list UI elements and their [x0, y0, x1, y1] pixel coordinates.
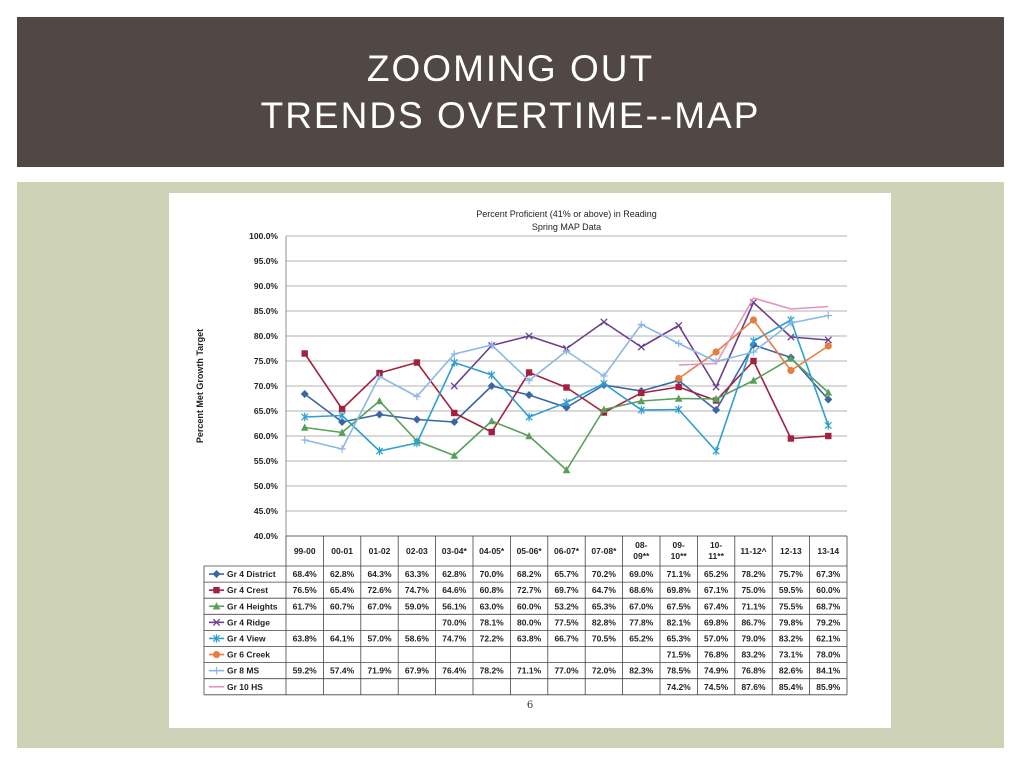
data-label: 60.0% — [816, 585, 841, 596]
data-point — [213, 587, 219, 593]
data-point — [638, 390, 644, 396]
data-label: 85.4% — [778, 681, 803, 692]
line-chart — [169, 193, 891, 728]
data-label: 65.3% — [666, 633, 691, 644]
data-label: 79.8% — [778, 617, 803, 628]
y-tick-label: 85.0% — [253, 306, 278, 316]
data-label: 74.5% — [704, 681, 729, 692]
data-label: 82.1% — [666, 617, 691, 628]
data-label: 75.0% — [741, 585, 766, 596]
data-point — [339, 406, 345, 412]
y-axis-label: Percent Met Growth Target — [195, 328, 205, 444]
legend-entry: Gr 4 District — [227, 569, 276, 580]
data-label: 59.2% — [292, 665, 317, 676]
legend-entry: Gr 4 Heights — [227, 601, 278, 612]
data-label: 67.3% — [816, 569, 841, 580]
data-label: 74.9% — [704, 665, 729, 676]
data-label: 57.4% — [330, 665, 355, 676]
data-label: 86.7% — [741, 617, 766, 628]
data-label: 78.2% — [479, 665, 504, 676]
data-label: 84.1% — [816, 665, 841, 676]
data-point — [563, 384, 569, 390]
data-label: 74.2% — [666, 681, 691, 692]
data-label: 76.4% — [442, 665, 467, 676]
data-label: 61.7% — [292, 601, 317, 612]
data-label: 78.0% — [816, 649, 841, 660]
x-category-label: 01-02 — [368, 546, 391, 556]
x-category-label: 07-08* — [591, 546, 617, 556]
data-point — [413, 416, 421, 424]
data-label: 58.6% — [404, 633, 429, 644]
data-label: 75.5% — [778, 601, 803, 612]
data-label: 62.1% — [816, 633, 841, 644]
data-point — [338, 445, 345, 452]
x-category-label: 04-05* — [479, 546, 505, 556]
data-label: 75.7% — [778, 569, 803, 580]
data-point — [825, 342, 832, 349]
x-category-label: 02-03 — [406, 546, 428, 556]
data-label: 72.0% — [591, 665, 616, 676]
data-label: 71.1% — [741, 601, 766, 612]
data-label: 76.8% — [704, 649, 729, 660]
data-label: 83.2% — [741, 649, 766, 660]
data-point — [713, 384, 719, 390]
data-label: 78.1% — [479, 617, 504, 628]
y-tick-label: 100.0% — [249, 231, 278, 241]
data-label: 69.0% — [629, 569, 654, 580]
data-point — [750, 316, 757, 323]
data-point — [750, 337, 756, 345]
x-category-label: 13-14 — [817, 546, 840, 556]
x-category-label: 12-13 — [780, 546, 802, 556]
data-label: 74.7% — [442, 633, 467, 644]
y-tick-label: 45.0% — [253, 506, 278, 516]
data-label: 79.2% — [816, 617, 841, 628]
y-tick-label: 65.0% — [253, 406, 278, 416]
data-label: 64.3% — [367, 569, 392, 580]
y-tick-label: 95.0% — [253, 256, 278, 266]
data-label: 85.9% — [816, 681, 841, 692]
data-label: 63.0% — [479, 601, 504, 612]
data-label: 65.2% — [704, 569, 729, 580]
data-point — [525, 391, 533, 399]
data-label: 67.0% — [629, 601, 654, 612]
data-label: 67.1% — [704, 585, 729, 596]
y-tick-label: 55.0% — [253, 456, 278, 466]
data-label: 53.2% — [554, 601, 579, 612]
data-label: 71.9% — [367, 665, 392, 676]
x-category-label: 11-12^ — [740, 546, 767, 556]
y-tick-label: 60.0% — [253, 431, 278, 441]
data-label: 82.8% — [591, 617, 616, 628]
data-point — [676, 322, 682, 328]
data-label: 77.5% — [554, 617, 579, 628]
data-label: 79.0% — [741, 633, 766, 644]
x-category-label: 10- — [709, 540, 723, 550]
data-label: 71.5% — [666, 649, 691, 660]
data-point — [713, 447, 719, 455]
data-point — [451, 410, 457, 416]
data-point — [601, 319, 607, 325]
data-label: 65.2% — [629, 633, 654, 644]
data-point — [213, 570, 221, 578]
data-point — [675, 340, 682, 347]
data-label: 59.5% — [778, 585, 803, 596]
data-label: 71.1% — [517, 665, 542, 676]
x-category-label: 09- — [672, 540, 685, 550]
series-line — [305, 354, 829, 439]
data-label: 68.2% — [517, 569, 542, 580]
slide-title-line-2: TRENDS OVERTIME--MAP — [260, 95, 761, 136]
y-tick-label: 90.0% — [253, 281, 278, 291]
x-category-label: 05-06* — [516, 546, 542, 556]
data-label: 68.6% — [629, 585, 654, 596]
data-label: 70.0% — [442, 617, 467, 628]
data-label: 60.0% — [517, 601, 542, 612]
data-label: 64.7% — [591, 585, 616, 596]
data-label: 76.8% — [741, 665, 766, 676]
data-point — [213, 667, 220, 674]
data-label: 70.2% — [591, 569, 616, 580]
data-label: 70.5% — [591, 633, 616, 644]
y-tick-label: 50.0% — [253, 481, 278, 491]
y-tick-label: 75.0% — [253, 356, 278, 366]
legend-entry: Gr 4 Crest — [227, 585, 269, 596]
data-label: 64.6% — [442, 585, 467, 596]
data-label: 67.4% — [704, 601, 729, 612]
page-number: 6 — [526, 700, 534, 711]
legend-entry: Gr 8 MS — [227, 665, 260, 676]
data-label: 76.5% — [292, 585, 317, 596]
data-label: 78.5% — [666, 665, 691, 676]
data-point — [788, 435, 794, 441]
data-point — [825, 312, 832, 319]
data-point — [526, 369, 532, 375]
y-tick-label: 80.0% — [253, 331, 278, 341]
x-category-label: 11** — [708, 551, 724, 561]
data-point — [563, 398, 569, 406]
data-label: 83.2% — [778, 633, 803, 644]
data-label: 67.9% — [404, 665, 429, 676]
title-bar — [17, 17, 1004, 167]
data-point — [713, 348, 720, 355]
x-category-label: 09** — [633, 551, 650, 561]
data-label: 77.0% — [554, 665, 579, 676]
data-label: 72.6% — [367, 585, 392, 596]
data-label: 74.7% — [404, 585, 429, 596]
data-label: 65.4% — [330, 585, 355, 596]
data-label: 69.8% — [666, 585, 691, 596]
data-label: 77.8% — [629, 617, 654, 628]
legend-entry: Gr 4 Ridge — [227, 617, 270, 628]
x-category-label: 10** — [670, 551, 687, 561]
x-category-label: 03-04* — [441, 546, 467, 556]
data-label: 68.7% — [816, 601, 841, 612]
x-category-label: 00-01 — [331, 546, 353, 556]
data-label: 80.0% — [517, 617, 542, 628]
data-point — [787, 367, 794, 374]
data-point — [213, 651, 220, 658]
data-label: 82.6% — [778, 665, 803, 676]
data-label: 68.4% — [292, 569, 317, 580]
data-label: 72.2% — [479, 633, 504, 644]
data-label: 66.7% — [554, 633, 579, 644]
data-label: 65.7% — [554, 569, 579, 580]
legend-entry: Gr 10 HS — [227, 681, 263, 692]
slide-title-line-1: ZOOMING OUT — [366, 48, 655, 89]
data-label: 60.7% — [330, 601, 355, 612]
legend-entry: Gr 6 Creek — [227, 649, 270, 660]
data-label: 67.0% — [367, 601, 392, 612]
data-label: 69.7% — [554, 585, 579, 596]
data-label: 60.8% — [479, 585, 504, 596]
data-point — [750, 377, 758, 384]
data-label: 57.0% — [704, 633, 729, 644]
chart-paper — [169, 193, 891, 728]
data-label: 73.1% — [778, 649, 803, 660]
data-label: 69.8% — [704, 617, 729, 628]
x-category-label: 06-07* — [553, 546, 580, 556]
data-point — [825, 433, 831, 439]
data-label: 71.1% — [666, 569, 691, 580]
data-label: 63.8% — [292, 633, 317, 644]
data-point — [414, 359, 420, 365]
data-point — [750, 358, 756, 364]
data-label: 57.0% — [367, 633, 392, 644]
chart-title: Percent Proficient (41% or above) in Reading — [476, 209, 657, 219]
data-point — [825, 421, 831, 429]
data-point — [489, 429, 495, 435]
data-label: 87.6% — [741, 681, 766, 692]
y-tick-label: 70.0% — [253, 381, 278, 391]
data-label: 78.2% — [741, 569, 766, 580]
data-point — [638, 344, 644, 350]
data-label: 65.3% — [591, 601, 616, 612]
data-point — [302, 350, 308, 356]
x-category-label: 99-00 — [293, 546, 316, 556]
legend-entry: Gr 4 View — [227, 633, 266, 644]
data-label: 67.5% — [666, 601, 691, 612]
data-point — [675, 375, 682, 382]
data-point — [376, 397, 384, 404]
data-label: 62.8% — [330, 569, 355, 580]
data-label: 56.1% — [442, 601, 467, 612]
data-point — [488, 417, 496, 424]
data-label: 59.0% — [404, 601, 429, 612]
data-point — [376, 411, 384, 419]
data-point — [676, 384, 682, 390]
y-tick-label: 40.0% — [253, 531, 278, 541]
data-label: 63.8% — [517, 633, 542, 644]
x-category-label: 08- — [635, 540, 648, 550]
data-point — [301, 436, 308, 443]
data-label: 70.0% — [479, 569, 504, 580]
data-label: 64.1% — [330, 633, 355, 644]
data-label: 62.8% — [442, 569, 467, 580]
chart-subtitle: Spring MAP Data — [531, 222, 602, 232]
data-label: 82.3% — [629, 665, 654, 676]
data-label: 72.7% — [517, 585, 542, 596]
data-label: 63.3% — [404, 569, 429, 580]
data-point — [526, 413, 532, 421]
